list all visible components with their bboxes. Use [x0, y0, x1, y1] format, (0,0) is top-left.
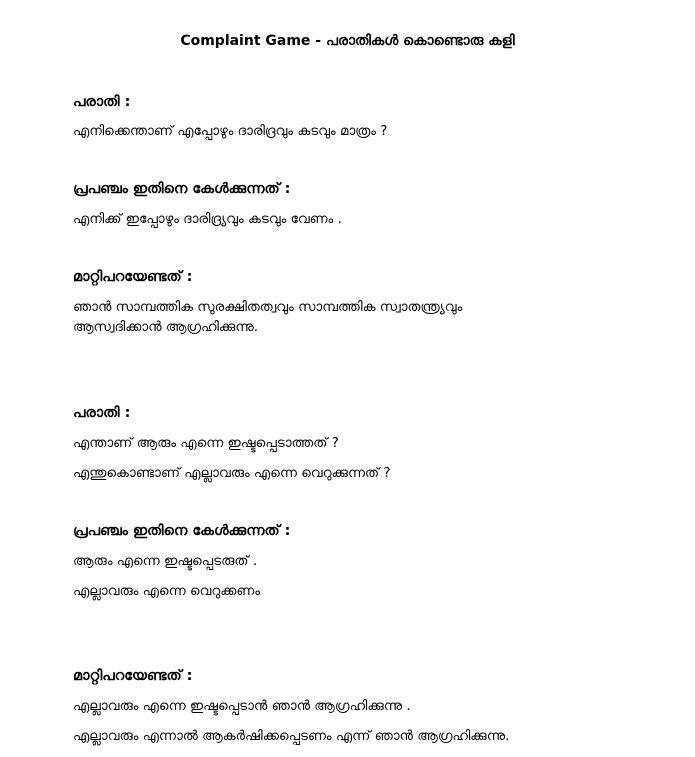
section-heading-complaint-1: പരാതി :: [73, 94, 131, 110]
section-text-line: എനിക്കെന്താണ് എപ്പോഴും ദാരിദ്രവും കടവും മാത്രം ?: [73, 123, 388, 139]
section-heading-rephrase-2: മാറ്റിപറയേണ്ടത് :: [73, 668, 193, 684]
section-text-line: എന്താണ് ആരും എന്നെ ഇഷ്ടപ്പെടാത്തത് ?: [73, 435, 339, 451]
section-text-line: എല്ലാവരും എന്നാൽ ആകർഷിക്കപ്പെടണം എന്ന് ഞാൻ ആഗ്രഹിക്കുന്നു.: [73, 728, 510, 744]
section-text-line: ആരും എന്നെ ഇഷ്ടപ്പെടരുത് .: [73, 553, 258, 569]
document-title: Complaint Game - പരാതികൾ കൊണ്ടൊരു കളി: [180, 33, 515, 49]
section-heading-complaint-2: പരാതി :: [73, 405, 131, 421]
section-text-line: ഞാൻ സാമ്പത്തിക സുരക്ഷിതത്വവും സാമ്പത്തിക സ്വാതന്ത്ര്യവും: [73, 299, 463, 315]
section-heading-universe-hears-2: പ്രപഞ്ചം ഇതിനെ കേൾക്കുന്നത് :: [73, 523, 291, 539]
section-heading-universe-hears-1: പ്രപഞ്ചം ഇതിനെ കേൾക്കുന്നത് :: [73, 181, 291, 197]
section-text-line: എനിക്ക് ഇപ്പോഴും ദാരിദ്ര്യവും കടവും വേണം .: [73, 211, 342, 227]
section-text-line: എല്ലാവരും എന്നെ വെറുക്കണം: [73, 583, 260, 599]
section-text-line: എല്ലാവരും എന്നെ ഇഷ്ടപ്പെടാൻ ഞാൻ ആഗ്രഹിക്കുന്നു .: [73, 698, 411, 714]
section-text-line: ആസ്വദിക്കാൻ ആഗ്രഹിക്കുന്നു.: [73, 319, 259, 335]
section-heading-rephrase-1: മാറ്റിപറയേണ്ടത് :: [73, 269, 193, 285]
section-text-line: എന്തുകൊണ്ടാണ് എല്ലാവരും എന്നെ വെറുക്കുന്നത് ?: [73, 465, 391, 481]
